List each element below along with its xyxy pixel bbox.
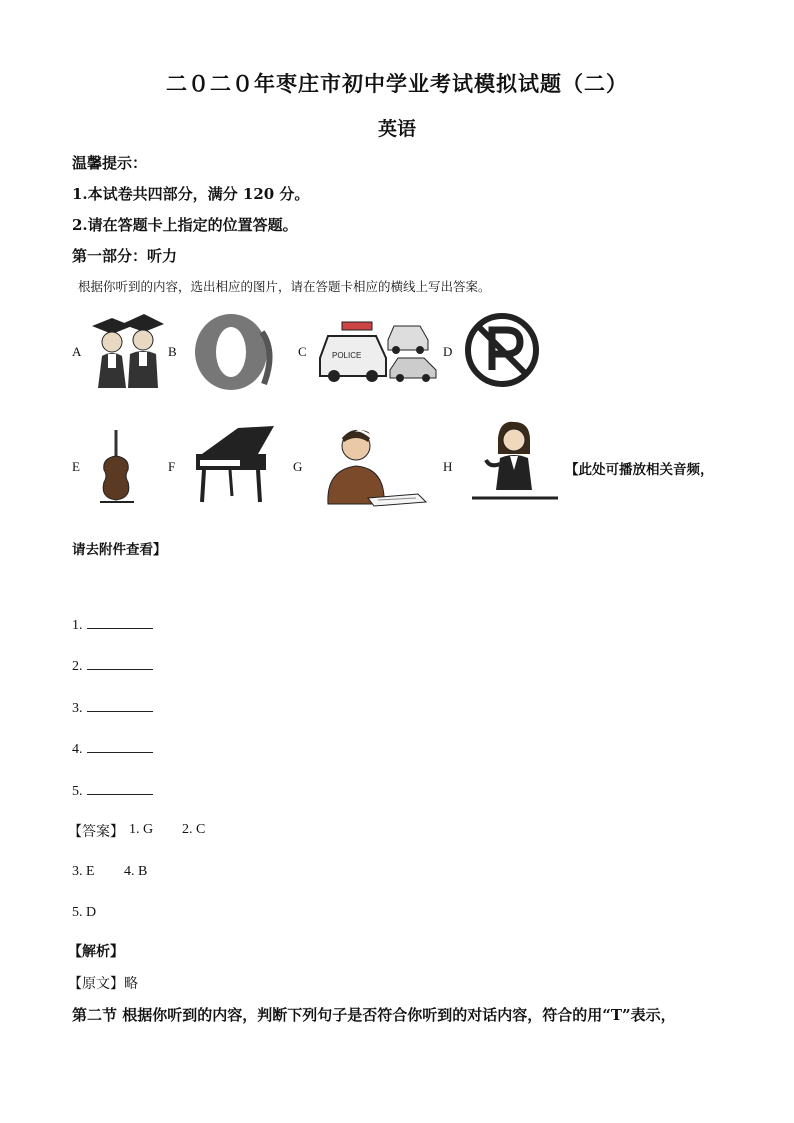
notice-item-1: 1.本试卷共四部分，满分 120 分。	[72, 185, 310, 203]
answer-blank-1[interactable]	[72, 616, 153, 634]
blank-line	[87, 657, 153, 670]
boy-reading-icon	[318, 424, 430, 510]
notice-item-2: 2.请在答题卡上指定的位置答题。	[72, 216, 298, 234]
option-letter-h: H	[443, 459, 453, 474]
violin-icon	[96, 428, 138, 504]
option-letter-b: B	[168, 344, 177, 359]
blank-number: 3.	[72, 701, 83, 716]
police-cars-icon	[314, 318, 440, 384]
blank-line	[87, 740, 153, 753]
option-letter-d: D	[443, 344, 453, 359]
no-parking-icon	[462, 310, 542, 390]
option-letter-e: E	[72, 459, 80, 474]
answer-blank-4[interactable]	[72, 740, 153, 758]
option-letter-c: C	[298, 344, 307, 359]
answer-2: 2. C	[182, 822, 206, 837]
answer-1: 1. G	[129, 822, 154, 837]
blank-number: 2.	[72, 659, 83, 674]
blank-number: 5.	[72, 784, 83, 799]
letter-o-icon	[184, 312, 282, 392]
woman-presenting-icon	[472, 418, 558, 502]
blank-number: 1.	[72, 618, 83, 633]
answer-blank-2[interactable]	[72, 657, 153, 675]
section2-text: 第二节 根据你听到的内容，判断下列句子是否符合你听到的对话内容，符合的用“T”表示，	[72, 1006, 676, 1024]
piano-icon	[188, 424, 278, 504]
exam-subject: 英语	[377, 118, 416, 140]
original-text-row	[68, 973, 138, 993]
audio-note: 【此处可播放相关音频，	[565, 462, 714, 478]
blank-line	[87, 699, 153, 712]
answer-5: 5. D	[72, 905, 97, 920]
option-letter-a: A	[72, 344, 82, 359]
answer-4: 4. B	[124, 864, 148, 879]
notice-heading: 温馨提示：	[72, 154, 148, 172]
option-letter-f: F	[168, 459, 176, 474]
exam-title: 二０二０年枣庄市初中学业考试模拟试题（二）	[166, 71, 628, 96]
answer-blank-3[interactable]	[72, 699, 153, 717]
answer-label: 【答案】	[68, 824, 124, 840]
analysis-label: 【解析】	[68, 944, 124, 960]
part1-instruction: 根据你听到的内容，选出相应的图片，请在答题卡相应的横线上写出答案。	[78, 279, 491, 294]
blank-number: 4.	[72, 742, 83, 757]
option-letter-g: G	[293, 459, 303, 474]
svg-text:POLICE: POLICE	[332, 351, 362, 360]
blank-line	[87, 616, 153, 629]
answer-blank-5[interactable]	[72, 782, 153, 800]
original-label: 【原文】	[68, 976, 124, 992]
part1-heading: 第一部分：听力	[72, 247, 178, 265]
audio-note-continued: 请去附件查看】	[72, 542, 167, 558]
original-text: 略	[124, 976, 138, 992]
answer-3: 3. E	[72, 864, 95, 879]
blank-line	[87, 782, 153, 795]
graduates-icon	[88, 312, 166, 392]
